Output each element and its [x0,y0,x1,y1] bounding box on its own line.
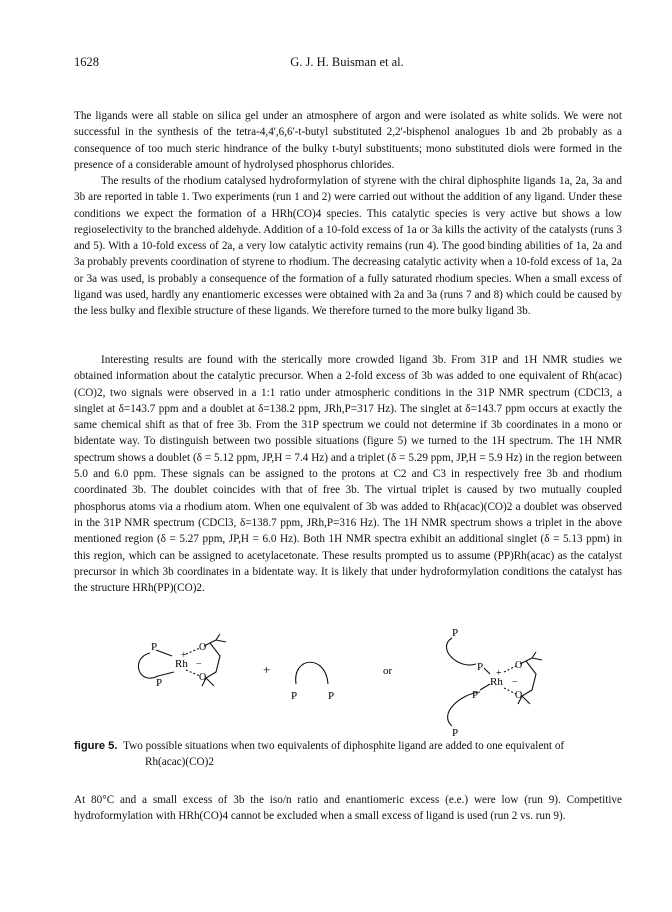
atom-rh-left: Rh [175,658,188,670]
atom-p-upper: P [151,641,158,653]
figure-caption-line2: Rh(acac)(CO)2 [145,756,214,768]
figure-5 [100,628,640,738]
atom-p-top-free: P [452,628,459,639]
page-header [74,55,620,71]
paragraph-closing: At 80°C and a small excess of 3b the iso/n ratio and enantiomeric excess (e.e.) were low (run 9). Competitive hydroformylation with HRh(CO)4 cannot be excluded when a small excess of ligand is used (run 2 vs. run 9). [74,794,622,823]
minus-charge-right: − [512,677,518,688]
atom-p-free-left: P [291,690,298,702]
structure-free-ligand [296,662,328,684]
or-text: or [383,665,393,677]
plus-charge-right: + [496,668,502,679]
atom-o-lower-right: O [515,690,523,701]
atom-rh-right: Rh [490,676,503,688]
paragraph-nmr: Interesting results are found with the sterically more crowded ligand 3b. From 31P and 1H NMR studies we obtained information about the catalytic precursor. When a 2-fold excess of 3b was added to one equivalent of Rh(acac)(CO)2, two signals were observed in a 1:1 ratio under atmospheric conditions in the 31P NMR spectrum (CDCl3, a singlet at δ=143.7 ppm and a doublet at δ=138.2 ppm, JRh,P=317 Hz). The singlet at δ=143.7 ppm occurs at exactly the same chemical shift as that of free 3b. From the 31P spectrum we could not determine if 3b coordinates in a mono or bidentate way. To distinguish between two possible situations (figure 5) we turned to the 1H spectrum. The 1H NMR spectrum shows a doublet (δ = 5.12 ppm, JP,H = 7.4 Hz) and a triplet (δ = 5.29 ppm, JP,H = 5.9 Hz) in the region between 5.0 and 6.0 ppm. These signals can be assigned to the protons at C2 and C3 in respectively free 3b and rhodium coordinated 3b. The doublet coincides with that of free 3b. The virtual triplet is caused by two mutually coupled phosphorus atoms via a rhodium atom. When one equivalent of 3b was added to Rh(acac)(CO)2 a doublet was observed in the 31P NMR spectrum (CDCl3, δ=138.7 ppm, JRh,P=316 Hz). The 1H NMR spectrum shows a triplet in the above mentioned region (δ = 5.27 ppm, JP,H = 6.0 Hz). Both 1H NMR spectra exhibit an additional singlet (δ = 5.13 ppm) in this region, which can be assigned to acetylacetonate. These results prompted us to assume (PP)Rh(acac) as the catalyst precursor in which 3b coordinates in a bidentate way. It is likely that under hydroformylation conditions the catalyst has the structure HRh(PP)(CO)2. [74,354,622,595]
atom-o-upper-left: O [199,642,207,653]
figure-caption-line1 [74,738,622,754]
running-head: G. J. H. Buisman et al. [290,55,404,69]
figure-5-structures [100,628,640,738]
atom-p-bound-lower: P [472,689,479,701]
figure-caption [74,738,622,770]
paragraph-ligands: The ligands were all stable on silica gel under an atmosphere of argon and were isolated as white solids. We were not successful in the synthesis of the tetra-4,4',6,6'-t-butyl substituted 2,2'-bisphenol analogues 1b and 2b probably as a consequence of too much steric hindrance of the bulky t-butyl substituents; mono substituted diols were formed in the presence of a considerable amount of hydrolysed phosphorus chlorides. [74,110,622,171]
plus-sign: + [263,662,271,677]
figure-label: figure 5. [74,740,118,752]
atom-p-lower: P [156,677,163,689]
plus-charge-left: + [181,650,187,661]
figure-caption-text: Two possible situations when two equivalents of diphosphite ligand are added to one equivalent of [123,740,565,752]
atom-p-bound-upper: P [477,661,484,673]
page-number: 1628 [74,55,99,69]
minus-charge-left: − [196,659,202,670]
atom-p-free-right: P [328,690,335,702]
atom-p-bottom-free: P [452,727,459,738]
atom-o-lower-left: O [199,672,207,683]
paragraph-results: The results of the rhodium catalysed hydroformylation of styrene with the chiral diphosphite ligands 1a, 2a, 3a and 3b are reported in table 1. Two experiments (run 1 and 2) were carried out without the addition of any ligand. Under these conditions we expect the formation of a HRh(CO)4 species. This catalytic species is very active but shows a low regioselectivity to the branched aldehyde. Addition of a 10-fold excess of 1a or 3a kills the activity of the catalysts (runs 3 and 5). With a 10-fold excess of 2a, a very low catalytic activity remains (run 4). The good binding abilities of 1a, 2a and 3a probably prevents coordination of styrene to rhodium. The decreasing catalytic activity when a 10-fold excess of 1a, 2a or 3a was used, is probably a consequence of the formation of a fully saturated rhodium species. When a small excess of ligand was used, hardly any enantiomeric excesses were obtained with 2a and 3a (runs 7 and 8) which could be caused by the less bulky and flexible structure of these ligands. We therefore turned to the more bulky ligand 3b. [74,175,622,318]
atom-o-upper-right: O [515,660,523,671]
